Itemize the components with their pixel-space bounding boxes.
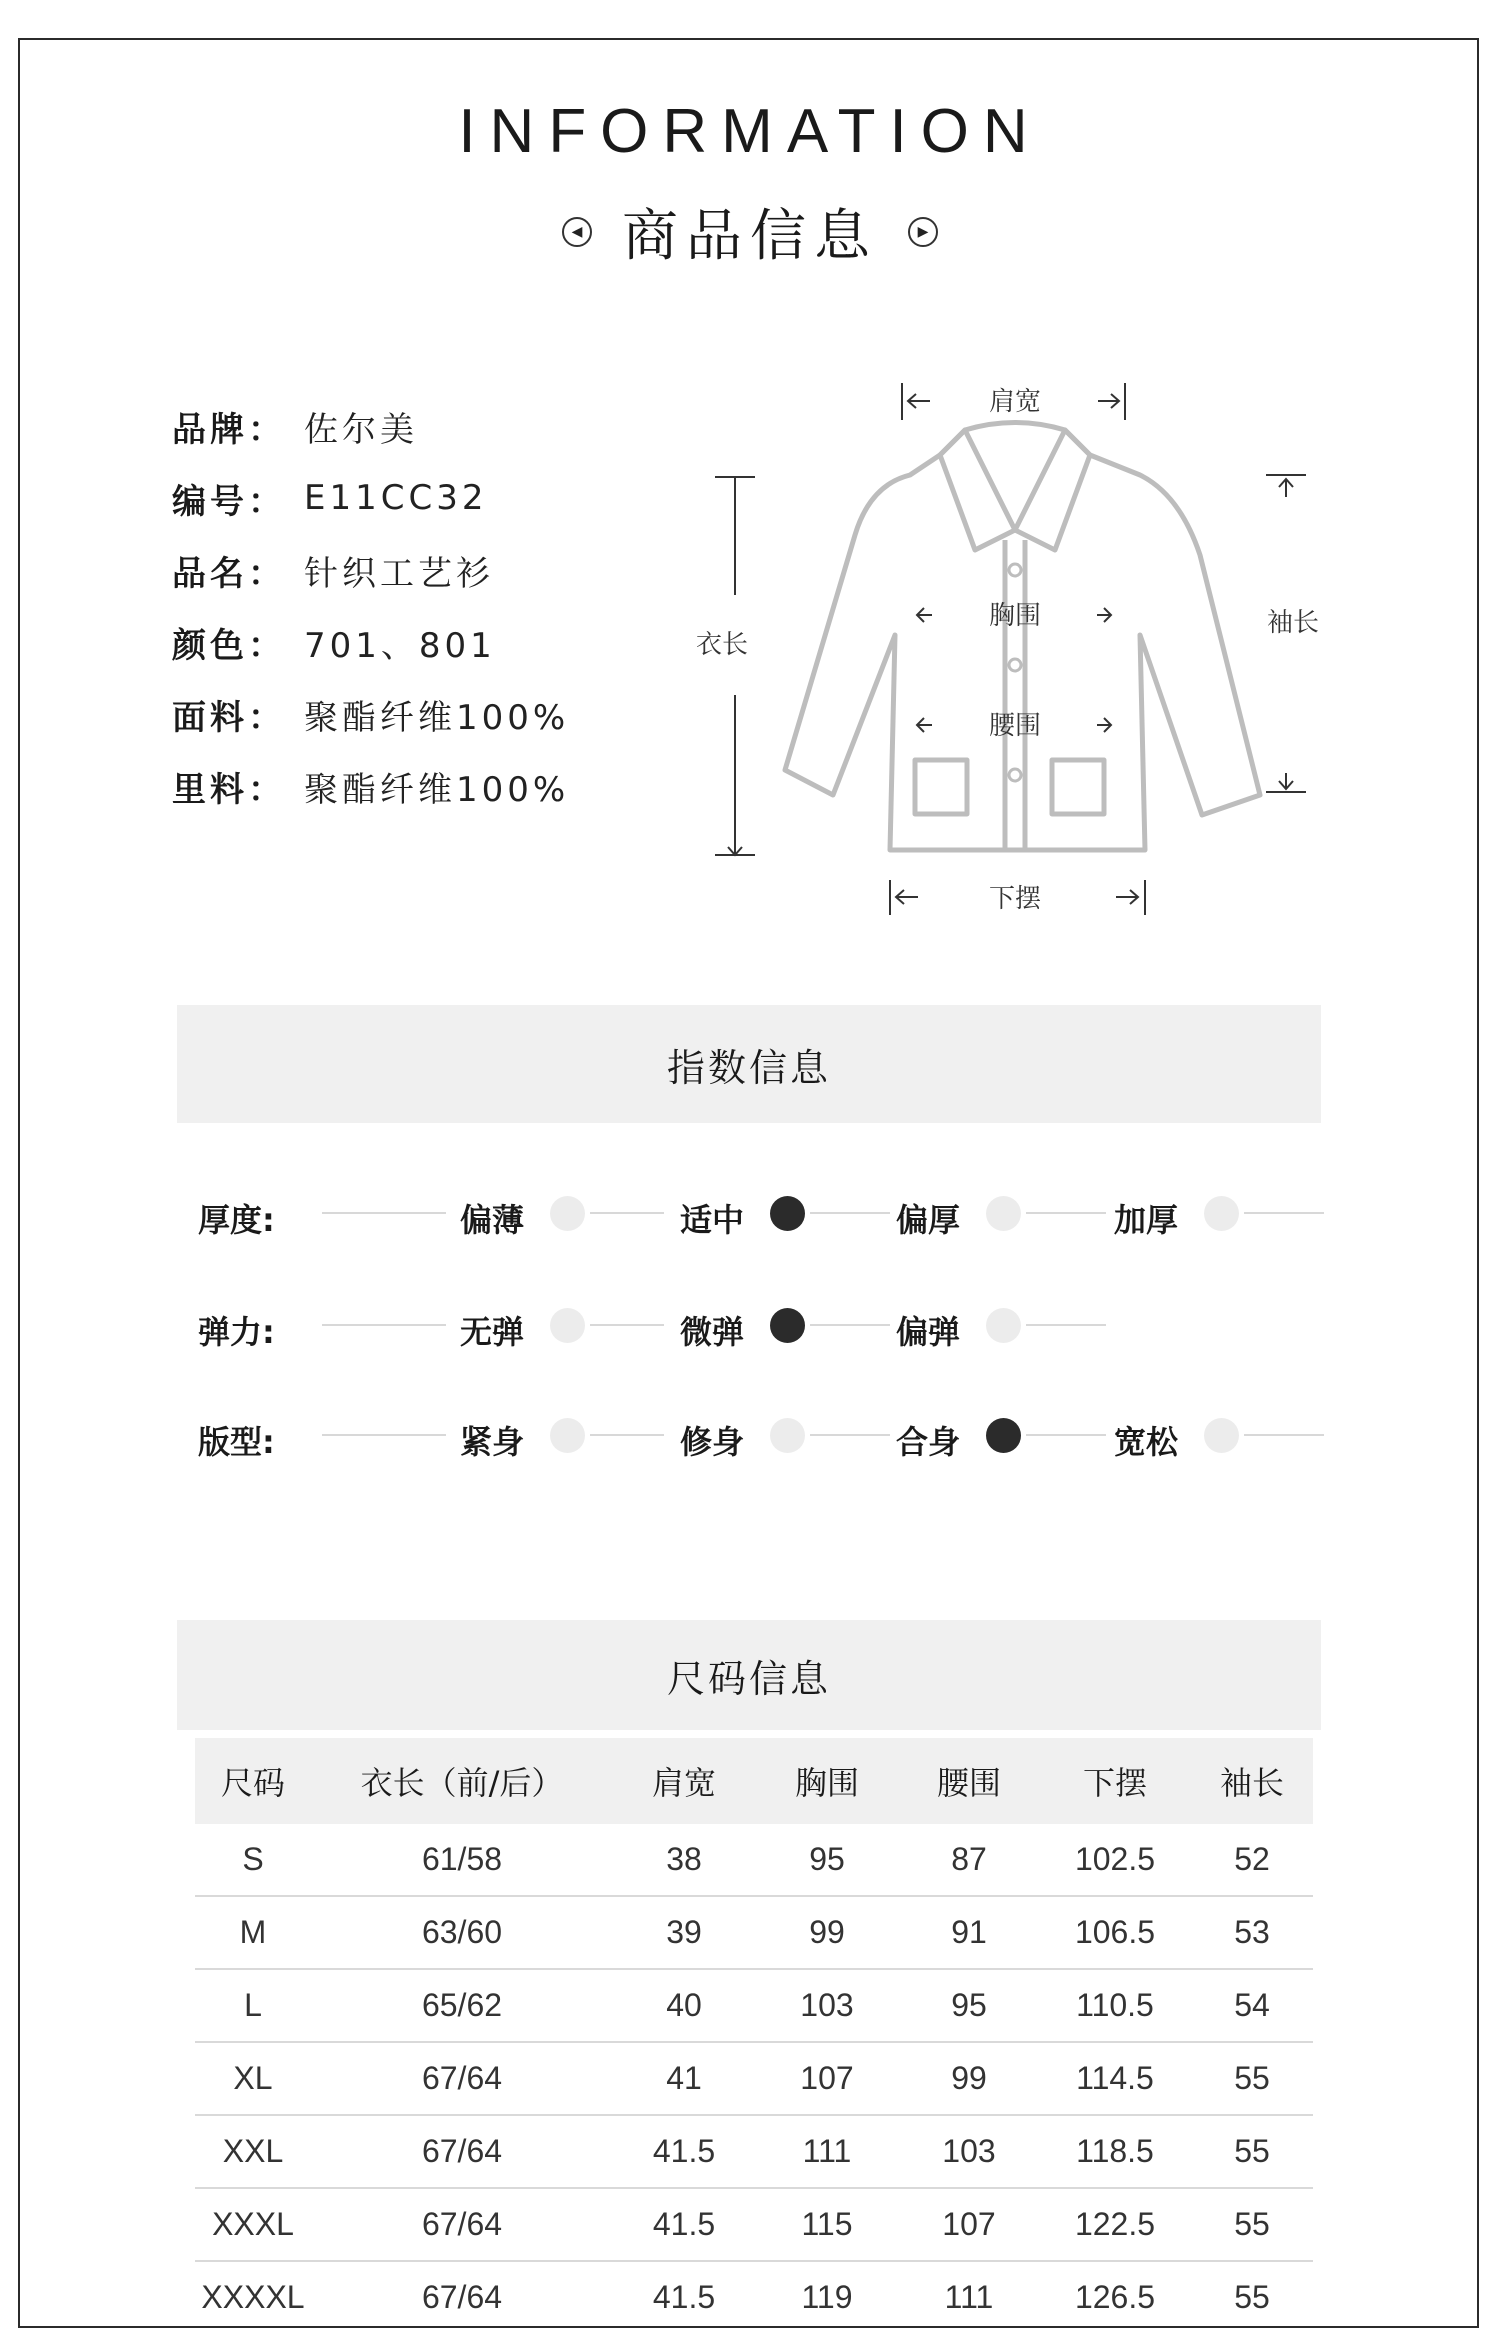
spec-key: 品牌： xyxy=(172,409,286,450)
table-cell: 41.5 xyxy=(652,2279,716,2315)
index-dot xyxy=(550,1418,585,1453)
index-dot xyxy=(1204,1196,1239,1231)
index-dot xyxy=(550,1308,585,1343)
table-cell: 53 xyxy=(1191,1896,1313,1969)
table-cell: 40 xyxy=(613,1969,755,2042)
table-row xyxy=(195,2188,1313,2261)
index-option: 微弹 xyxy=(680,1313,745,1351)
table-cell: 67/64 xyxy=(311,2115,613,2188)
index-option: 修身 xyxy=(680,1423,745,1461)
index-line xyxy=(1244,1212,1324,1214)
table-row xyxy=(195,2261,1313,2333)
index-key: 厚度: xyxy=(198,1201,275,1239)
spec-value: E11CC32 xyxy=(304,478,488,518)
index-option: 偏弹 xyxy=(896,1313,961,1351)
index-dot xyxy=(1204,1418,1239,1453)
index-line xyxy=(1026,1434,1106,1436)
table-cell: 91 xyxy=(899,1896,1039,1969)
table-row xyxy=(195,1896,1313,1969)
table-cell: 106.5 xyxy=(1039,1896,1191,1969)
table-cell: 87 xyxy=(899,1824,1039,1896)
index-line xyxy=(590,1434,664,1436)
index-key: 弹力: xyxy=(198,1313,275,1351)
table-cell: S xyxy=(195,1824,311,1896)
table-header-row xyxy=(195,1738,1313,1824)
index-option: 紧身 xyxy=(460,1423,525,1461)
table-cell: XXL xyxy=(195,2115,311,2188)
index-option: 偏厚 xyxy=(896,1201,961,1239)
spec-key: 面料： xyxy=(172,697,286,738)
spec-brand xyxy=(172,390,569,462)
circle-left-arrow-icon: ◀ xyxy=(562,217,592,247)
table-cell: 67/64 xyxy=(421,2279,503,2315)
dimension-lines xyxy=(715,383,1306,915)
index-line xyxy=(322,1212,446,1214)
dim-label-shoulder: 肩宽 xyxy=(988,387,1042,417)
table-cell: 55 xyxy=(1234,2279,1270,2315)
table-cell: 122.5 xyxy=(1039,2188,1191,2261)
index-row-fit xyxy=(0,1405,1500,1465)
table-cell: 39 xyxy=(613,1896,755,1969)
jacket-measurement-diagram xyxy=(690,375,1330,935)
table-cell: 107 xyxy=(899,2188,1039,2261)
index-section-title: 指数信息 xyxy=(177,1005,1321,1123)
table-cell: 54 xyxy=(1191,1969,1313,2042)
table-cell: 95 xyxy=(899,1969,1039,2042)
index-line xyxy=(590,1212,664,1214)
table-cell: 107 xyxy=(755,2042,899,2115)
size-table xyxy=(195,1738,1313,2333)
table-cell: 41.5 xyxy=(613,2188,755,2261)
index-dot-selected xyxy=(986,1418,1021,1453)
dim-label-length: 衣长 xyxy=(695,630,749,660)
index-option: 适中 xyxy=(680,1201,745,1239)
page-title-en: INFORMATION xyxy=(458,97,1042,166)
spec-fabric xyxy=(172,678,569,750)
table-cell: 41.5 xyxy=(613,2115,755,2188)
index-line xyxy=(322,1324,446,1326)
index-option: 无弹 xyxy=(460,1313,525,1351)
index-option: 偏薄 xyxy=(460,1201,525,1239)
index-option: 加厚 xyxy=(1114,1201,1179,1239)
table-cell: XL xyxy=(195,2042,311,2115)
table-cell: 103 xyxy=(755,1969,899,2042)
table-cell: 126.5 xyxy=(1074,2279,1156,2315)
index-line xyxy=(810,1324,890,1326)
table-cell: 111 xyxy=(944,2279,994,2315)
table-cell: M xyxy=(195,1896,311,1969)
spec-key: 里料： xyxy=(172,769,286,810)
index-row-elasticity xyxy=(0,1295,1500,1355)
page-title-cn: 商品信息 xyxy=(622,204,878,269)
table-cell: XXXXL xyxy=(201,2279,305,2315)
spec-key: 编号： xyxy=(172,481,286,522)
table-header: 胸围 xyxy=(755,1738,899,1824)
table-cell: 103 xyxy=(899,2115,1039,2188)
circle-right-arrow-icon: ▶ xyxy=(908,217,938,247)
table-cell: 65/62 xyxy=(311,1969,613,2042)
spec-value: 聚酯纤维100% xyxy=(304,697,570,738)
table-row xyxy=(195,1969,1313,2042)
index-dot xyxy=(986,1308,1021,1343)
spec-code xyxy=(172,462,569,534)
table-cell: 99 xyxy=(899,2042,1039,2115)
index-line xyxy=(322,1434,446,1436)
table-cell: 99 xyxy=(755,1896,899,1969)
dim-label-waist: 腰围 xyxy=(988,711,1042,741)
index-key: 版型: xyxy=(198,1423,275,1461)
table-cell: 41 xyxy=(613,2042,755,2115)
table-cell: XXXL xyxy=(195,2188,311,2261)
table-header: 肩宽 xyxy=(613,1738,755,1824)
table-header: 衣长（前/后） xyxy=(311,1738,613,1824)
spec-value: 针织工艺衫 xyxy=(304,553,494,594)
spec-value: 佐尔美 xyxy=(304,409,418,450)
table-header: 腰围 xyxy=(899,1738,1039,1824)
size-section-title: 尺码信息 xyxy=(177,1620,1321,1730)
table-cell: 111 xyxy=(755,2115,899,2188)
table-cell: 115 xyxy=(755,2188,899,2261)
index-dot-selected xyxy=(770,1196,805,1231)
index-row-thickness xyxy=(0,1183,1500,1243)
table-cell: 119 xyxy=(801,2279,853,2315)
index-line xyxy=(1026,1212,1106,1214)
table-cell: 55 xyxy=(1191,2115,1313,2188)
table-cell: 63/60 xyxy=(311,1896,613,1969)
index-line xyxy=(1244,1434,1324,1436)
index-line xyxy=(810,1434,890,1436)
table-cell: 67/64 xyxy=(311,2188,613,2261)
table-cell: 95 xyxy=(755,1824,899,1896)
index-line xyxy=(590,1324,664,1326)
spec-product-name xyxy=(172,534,569,606)
spec-value: 聚酯纤维100% xyxy=(304,769,570,810)
table-cell: 55 xyxy=(1191,2188,1313,2261)
table-cell: L xyxy=(195,1969,311,2042)
dim-label-chest: 胸围 xyxy=(988,601,1042,631)
table-row xyxy=(195,1824,1313,1896)
dim-label-sleeve: 袖长 xyxy=(1266,608,1320,638)
table-cell: 55 xyxy=(1191,2042,1313,2115)
table-header: 下摆 xyxy=(1039,1738,1191,1824)
jacket-outline-icon xyxy=(785,423,1260,851)
table-cell: 102.5 xyxy=(1039,1824,1191,1896)
table-header: 袖长 xyxy=(1191,1738,1313,1824)
index-option: 宽松 xyxy=(1114,1423,1179,1461)
product-spec-list xyxy=(172,390,569,822)
spec-value: 701、801 xyxy=(304,625,496,666)
table-row xyxy=(195,2042,1313,2115)
spec-lining xyxy=(172,750,569,822)
index-dot xyxy=(770,1418,805,1453)
table-cell: 38 xyxy=(613,1824,755,1896)
index-dot-selected xyxy=(770,1308,805,1343)
dim-label-hem: 下摆 xyxy=(988,884,1042,914)
table-cell: 110.5 xyxy=(1039,1969,1191,2042)
page-title-cn-row xyxy=(0,192,1500,272)
spec-key: 品名： xyxy=(172,553,286,594)
spec-key: 颜色： xyxy=(172,625,286,666)
table-cell: 52 xyxy=(1191,1824,1313,1896)
table-cell: 61/58 xyxy=(311,1824,613,1896)
index-dot xyxy=(550,1196,585,1231)
table-cell: 67/64 xyxy=(311,2042,613,2115)
index-dot xyxy=(986,1196,1021,1231)
table-row xyxy=(195,2115,1313,2188)
spec-color xyxy=(172,606,569,678)
index-line xyxy=(810,1212,890,1214)
table-cell: 114.5 xyxy=(1039,2042,1191,2115)
table-header: 尺码 xyxy=(195,1738,311,1824)
index-option: 合身 xyxy=(896,1423,961,1461)
table-cell: 118.5 xyxy=(1039,2115,1191,2188)
index-line xyxy=(1026,1324,1106,1326)
